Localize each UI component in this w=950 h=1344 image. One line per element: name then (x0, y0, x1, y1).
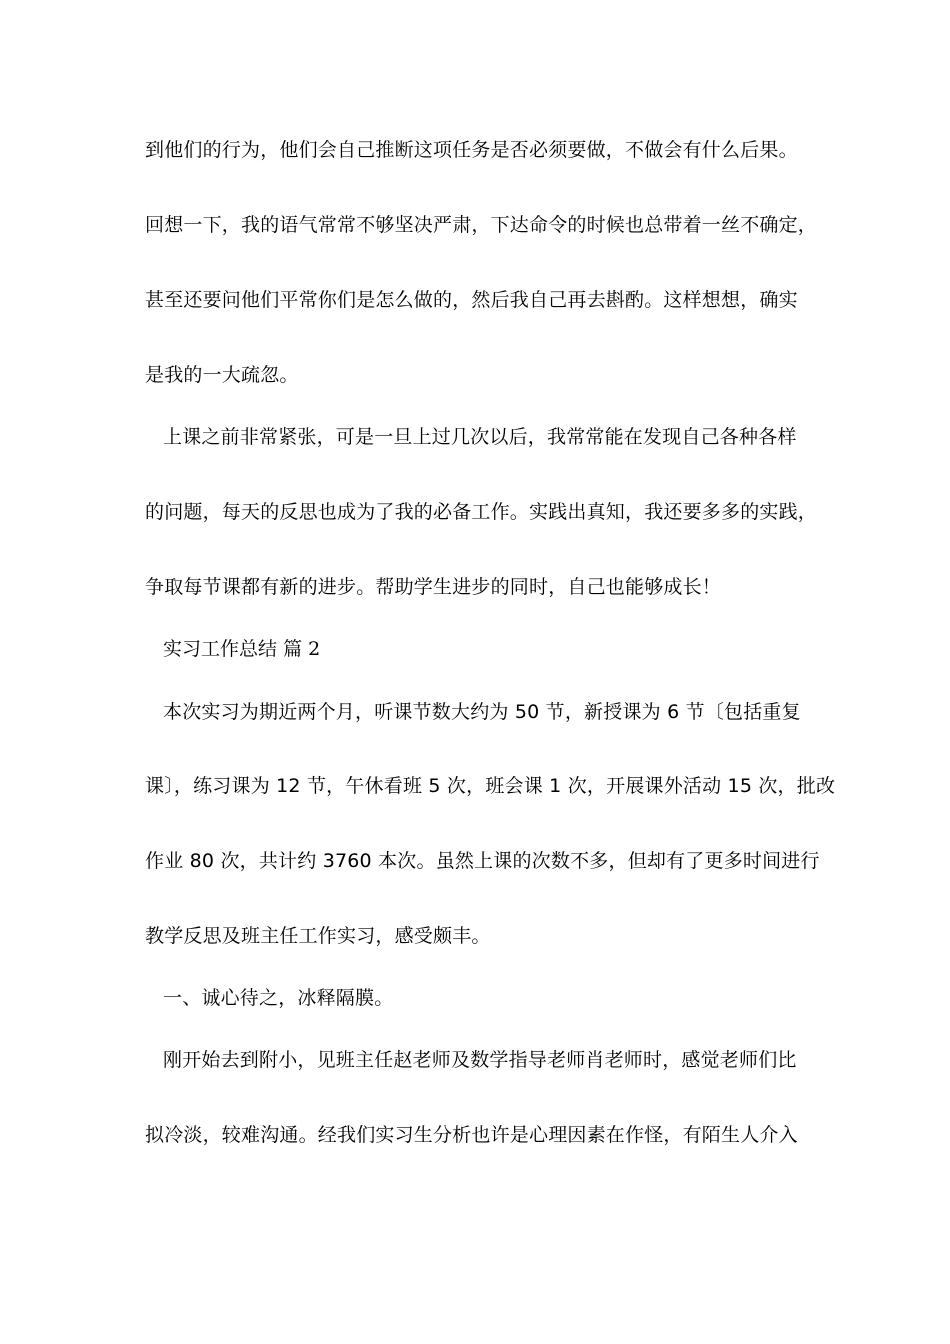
section-heading-title: 实习工作总结 (163, 638, 278, 660)
paragraph-line: 拟冷淡，较难沟通。经我们实习生分析也许是心理因素在作怪，有陌生人介入 (145, 1124, 798, 1146)
paragraph-line: 是我的一大疏忽。 (145, 364, 299, 386)
paragraph-line: 课〕，练习课为 12 节，午休看班 5 次，班会课 1 次，开展课外活动 15 次，批改 (145, 775, 836, 797)
paragraph-line: 回想一下，我的语气常常不够坚决严肃，下达命令的时候也总带着一丝不确定， (145, 214, 818, 236)
section-heading-part: 篇 2 (283, 638, 321, 660)
section-heading (163, 637, 320, 661)
paragraph-line: 上课之前非常紧张，可是一旦上过几次以后，我常常能在发现自己各种各样 (163, 426, 797, 448)
paragraph-line: 教学反思及班主任工作实习，感受颇丰。 (145, 925, 491, 947)
paragraph-line: 作业 80 次，共计约 3760 本次。虽然上课的次数不多，但却有了更多时间进行 (145, 850, 820, 872)
paragraph-line: 的问题，每天的反思也成为了我的必备工作。实践出真知，我还要多多的实践， (145, 501, 818, 523)
paragraph-line: 甚至还要问他们平常你们是怎么做的，然后我自己再去斟酌。这样想想，确实 (145, 289, 798, 311)
paragraph-line: 到他们的行为，他们会自己推断这项任务是否必须要做，不做会有什么后果。 (145, 139, 798, 161)
paragraph-line: 争取每节课都有新的进步。帮助学生进步的同时，自己也能够成长！ (145, 576, 722, 598)
paragraph-line: 本次实习为期近两个月，听课节数大约为 50 节，新授课为 6 节〔包括重复 (163, 701, 801, 723)
paragraph-line: 刚开始去到附小，见班主任赵老师及数学指导老师肖老师时，感觉老师们比 (163, 1049, 797, 1071)
subsection-heading: 一、诚心待之，冰释隔膜。 (163, 987, 394, 1009)
